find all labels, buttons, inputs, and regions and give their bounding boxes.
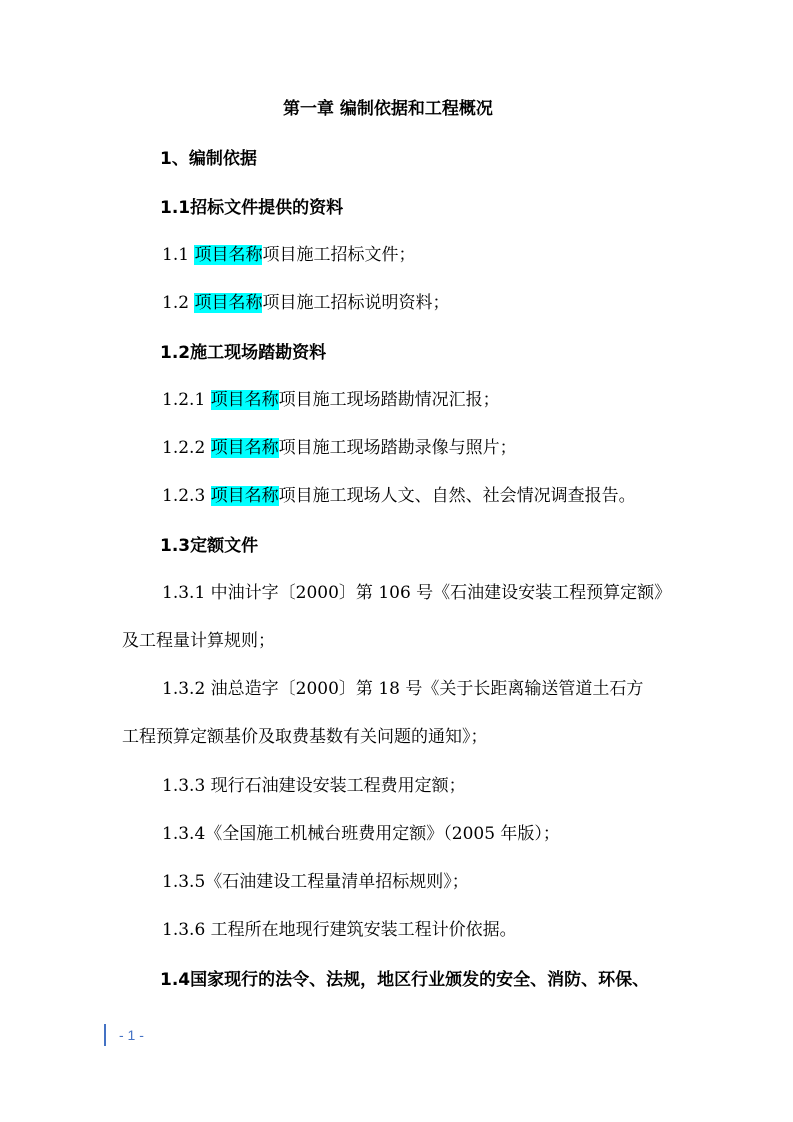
page-number: - 1 -	[119, 1027, 144, 1043]
item-number: 1.2.2	[162, 438, 211, 458]
paragraph-line: 1.3.3 现行石油建设安装工程费用定额；	[162, 776, 466, 796]
list-item	[162, 484, 636, 508]
list-item	[162, 436, 517, 460]
item-text: 项目施工招标文件；	[262, 245, 416, 265]
item-text: 项目施工现场踏勘情况汇报；	[278, 390, 500, 410]
paragraph-line: 1.3.1 中油计字〔2000〕第 106 号《石油建设安装工程预算定额》	[162, 583, 672, 603]
item-text: 项目施工招标说明资料；	[262, 293, 450, 313]
section-heading-1-4: 1.4国家现行的法令、法规，地区行业颁发的安全、消防、环保、	[160, 970, 650, 990]
footer-accent-bar	[104, 1024, 106, 1046]
paragraph-line: 1.3.6 工程所在地现行建筑安装工程计价依据。	[162, 920, 517, 940]
project-name-placeholder: 项目名称	[210, 486, 279, 506]
project-name-placeholder: 项目名称	[210, 438, 279, 458]
item-number: 1.2.3	[162, 486, 211, 506]
project-name-placeholder: 项目名称	[194, 293, 263, 313]
item-text: 项目施工现场踏勘录像与照片；	[278, 438, 517, 458]
item-number: 1.2	[162, 293, 195, 313]
list-item	[162, 388, 500, 412]
paragraph-line: 1.3.2 油总造字〔2000〕第 18 号《关于长距离输送管道土石方	[162, 679, 644, 699]
item-number: 1.2.1	[162, 390, 211, 410]
paragraph-line: 及工程量计算规则；	[122, 631, 275, 651]
chapter-title: 第一章 编制依据和工程概况	[283, 99, 493, 119]
section-heading-1: 1、编制依据	[160, 149, 257, 169]
paragraph-line: 工程预算定额基价及取费基数有关问题的通知》；	[122, 727, 488, 747]
paragraph-line: 1.3.5《石油建设工程量清单招标规则》；	[162, 872, 469, 892]
list-item	[162, 291, 449, 315]
item-number: 1.1	[162, 245, 195, 265]
item-text: 项目施工现场人文、自然、社会情况调查报告。	[278, 486, 636, 506]
project-name-placeholder: 项目名称	[210, 390, 279, 410]
section-heading-1-3: 1.3定额文件	[160, 536, 259, 556]
section-heading-1-1: 1.1招标文件提供的资料	[160, 198, 344, 218]
project-name-placeholder: 项目名称	[194, 245, 263, 265]
list-item	[162, 243, 415, 267]
section-heading-1-2: 1.2施工现场踏勘资料	[160, 343, 327, 363]
paragraph-line: 1.3.4《全国施工机械台班费用定额》（2005 年版）；	[162, 824, 560, 844]
